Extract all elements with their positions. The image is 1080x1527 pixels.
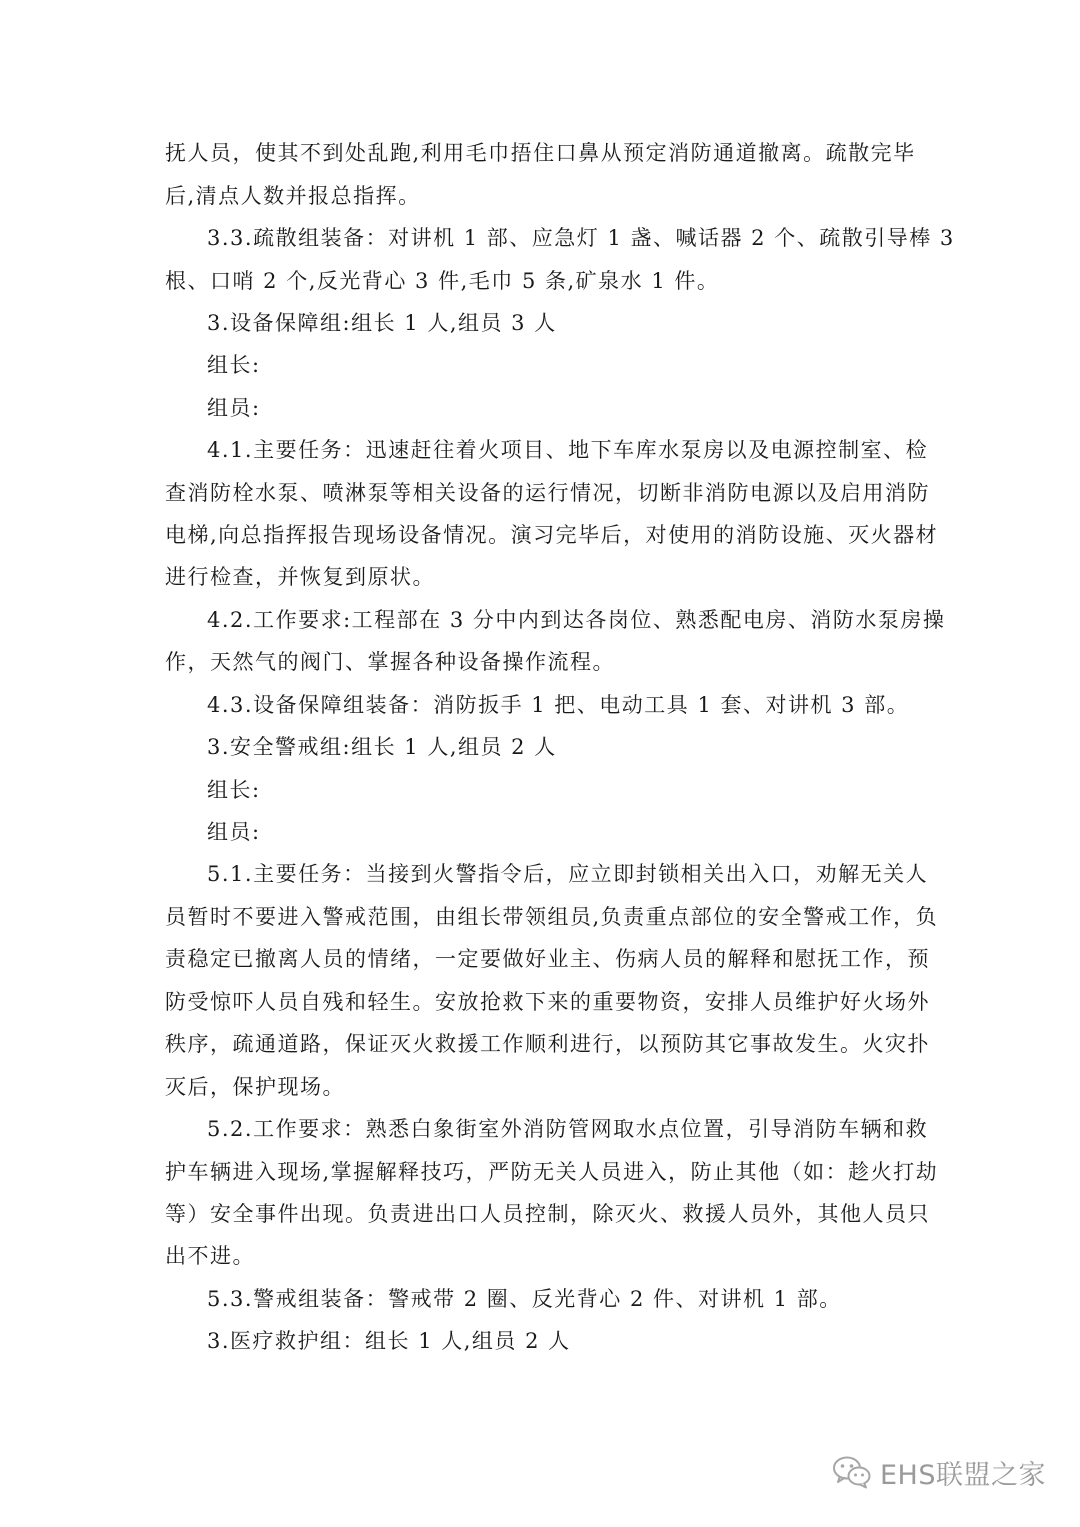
text-line: 作，天然气的阀门、掌握各种设备操作流程。 (165, 650, 615, 674)
text-line: 抚人员，使其不到处乱跑,利用毛巾捂住口鼻从预定消防通道撤离。疏散完毕 (165, 141, 916, 165)
text-line: 4.3.设备保障组装备：消防扳手 1 把、电动工具 1 套、对讲机 3 部。 (207, 693, 910, 717)
text-line: 后,清点人数并报总指挥。 (165, 184, 421, 208)
text-line: 组长: (207, 353, 261, 377)
text-line: 3.医疗救护组：组长 1 人,组员 2 人 (207, 1329, 571, 1353)
text-line: 员暂时不要进入警戒范围，由组长带领组员,负责重点部位的安全警戒工作，负 (165, 905, 939, 929)
text-line: 查消防栓水泵、喷淋泵等相关设备的运行情况，切断非消防电源以及启用消防 (165, 481, 930, 505)
text-line: 护车辆进入现场,掌握解释技巧，严防无关人员进入，防止其他（如：趁火打劫 (165, 1160, 939, 1184)
text-line: 5.1.主要任务：当接到火警指令后，应立即封锁相关出入口，劝解无关人 (207, 862, 929, 886)
text-line: 3.3.疏散组装备：对讲机 1 部、应急灯 1 盏、喊话器 2 个、疏散引导棒 3 (207, 226, 955, 250)
text-line: 4.1.主要任务：迅速赶往着火项目、地下车库水泵房以及电源控制室、检 (207, 438, 929, 462)
wechat-icon (832, 1455, 872, 1489)
text-line: 5.3.警戒组装备：警戒带 2 圈、反光背心 2 件、对讲机 1 部。 (207, 1287, 842, 1311)
text-line: 根、口哨 2 个,反光背心 3 件,毛巾 5 条,矿泉水 1 件。 (165, 269, 720, 293)
text-line: 责稳定已撤离人员的情绪，一定要做好业主、伤病人员的解释和慰抚工作，预 (165, 947, 930, 971)
text-line: 进行检查，并恢复到原状。 (165, 565, 435, 589)
watermark-text: EHS联盟之家 (879, 1459, 1046, 1491)
text-line: 等）安全事件出现。负责进出口人员控制，除灭火、救援人员外，其他人员只 (165, 1202, 930, 1226)
text-line: 组员: (207, 396, 261, 420)
text-line: 5.2.工作要求：熟悉白象街室外消防管网取水点位置，引导消防车辆和救 (207, 1117, 929, 1141)
text-line: 3.安全警戒组:组长 1 人,组员 2 人 (207, 735, 557, 759)
text-line: 防受惊吓人员自残和轻生。安放抢救下来的重要物资，安排人员维护好火场外 (165, 990, 930, 1014)
text-line: 4.2.工作要求:工程部在 3 分中内到达各岗位、熟悉配电房、消防水泵房操 (207, 608, 946, 632)
text-line: 秩序，疏通道路，保证灭火救援工作顺利进行，以预防其它事故发生。火灾扑 (165, 1032, 930, 1056)
text-line: 组长: (207, 778, 261, 802)
text-line: 电梯,向总指挥报告现场设备情况。演习完毕后，对使用的消防设施、灭火器材 (165, 523, 939, 547)
text-line: 组员: (207, 820, 261, 844)
text-line: 出不进。 (165, 1244, 255, 1268)
watermark (832, 1452, 1046, 1492)
text-line: 灭后，保护现场。 (165, 1075, 345, 1099)
text-line: 3.设备保障组:组长 1 人,组员 3 人 (207, 311, 557, 335)
